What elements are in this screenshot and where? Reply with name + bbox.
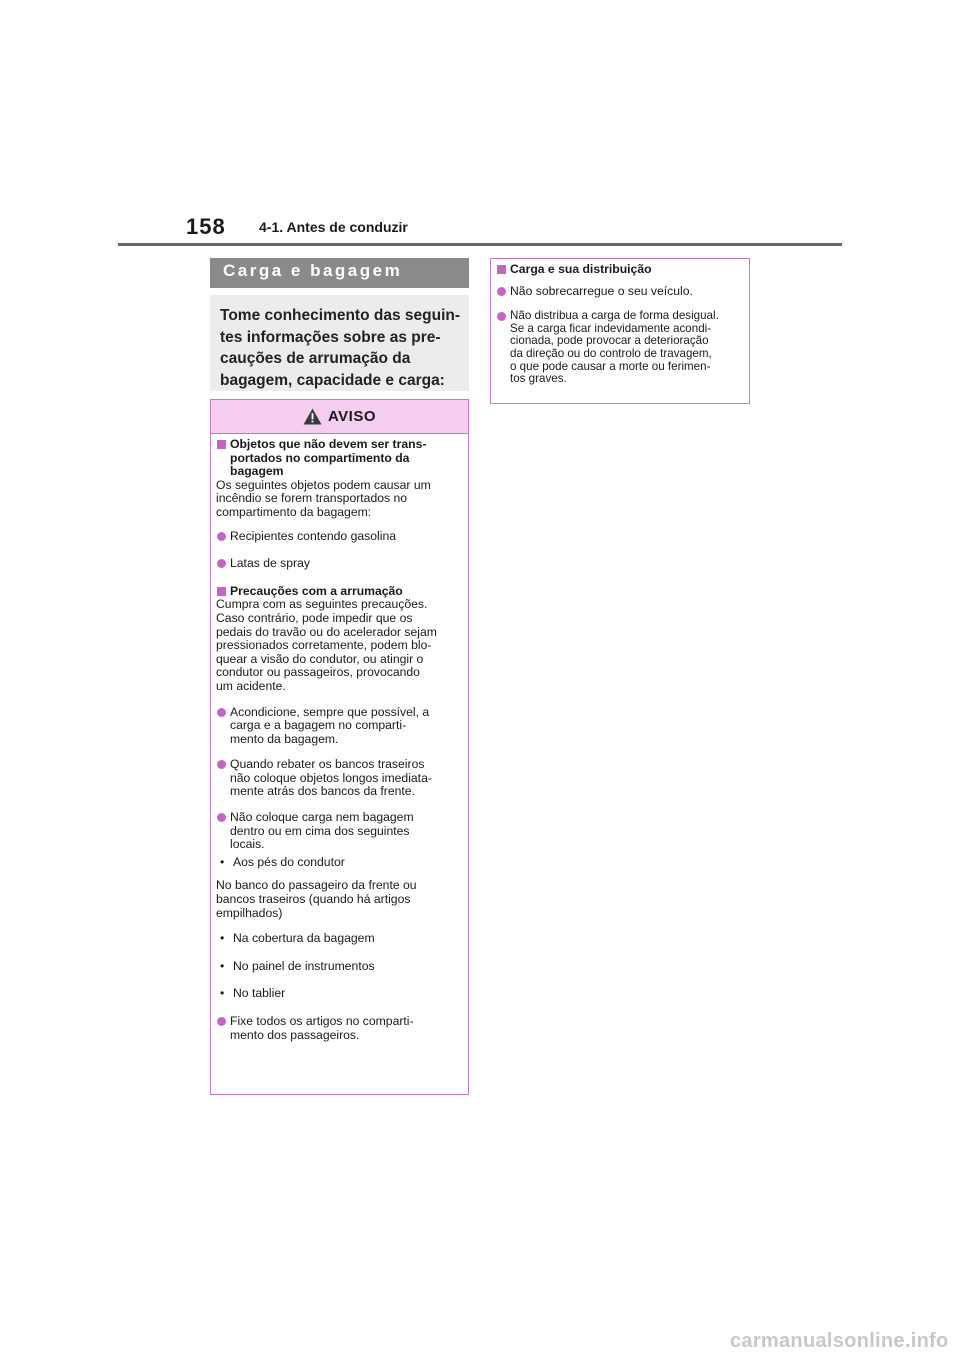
intro-box	[210, 295, 469, 391]
intro-line: Tome conhecimento das seguin-	[220, 307, 461, 324]
bullet-dot-icon	[497, 312, 506, 321]
warning-label: AVISO	[327, 408, 377, 425]
bullet-item: Acondicione, sempre que possível, a carga e a bagagem no comparti- mento da bagagem.	[216, 706, 458, 747]
sub-list-item: • No painel de instrumentos	[220, 958, 375, 973]
intro-line: bagagem, capacidade e carga:	[220, 371, 445, 389]
page-number: 158	[186, 214, 226, 239]
bullet-item: Recipientes contendo gasolina	[216, 530, 458, 544]
bullet-item: Não sobrecarregue o seu veículo.	[496, 285, 741, 299]
bullet-dot-icon	[217, 532, 226, 541]
sub-heading-objects: Objetos que não devem ser trans- portados no compartimento da bagagem	[216, 438, 458, 479]
bullet-dot-icon	[217, 813, 226, 822]
paragraph: Cumpra com as seguintes precauções. Caso contrário, pode impedir que os pedais do travão ou do acelerador sejam pressionados corretamente, podem blo- quear a visão do condutor, ou atingir o condutor ou passageiros, provocando um acidente.	[216, 597, 437, 693]
paragraph: No banco do passageiro da frente ou bancos traseiros (quando há artigos empilhados)	[216, 878, 417, 920]
square-bullet-icon	[497, 265, 506, 274]
bullet-item: Não distribua a carga de forma desigual. Se a carga ficar indevidamente acondi- cionada, pode provocar a deterioração da direção ou do controlo de travagem, o que pode causar a morte ou ferimen- tos graves.	[496, 310, 741, 386]
intro-line: cauções de arrumação da	[220, 350, 411, 367]
square-bullet-icon	[217, 587, 226, 596]
warning-triangle-icon	[303, 408, 322, 425]
bullet-dot-icon	[217, 760, 226, 769]
warning-box	[210, 399, 469, 1095]
bullet-dot-icon	[497, 287, 506, 296]
intro-line: tes informações sobre as pre-	[220, 328, 441, 346]
bullet-item: Fixe todos os artigos no comparti- mento dos passageiros.	[216, 1015, 458, 1042]
sub-heading-precautions: Precauções com a arrumação	[216, 585, 458, 599]
topic-title: Carga e bagagem	[210, 258, 469, 288]
section-title: 4-1. Antes de conduzir	[259, 219, 408, 235]
sub-list-item: • Na cobertura da bagagem	[220, 931, 375, 946]
watermark: carmanualsonline.info	[730, 1330, 949, 1352]
bullet-item: Latas de spray	[216, 557, 458, 571]
sub-list-item: • No tablier	[220, 986, 286, 1001]
sub-heading-load: Carga e sua distribuição	[496, 263, 741, 277]
bullet-dot-icon	[217, 1017, 226, 1026]
load-distribution-box	[490, 258, 750, 404]
bullet-dot-icon	[217, 559, 226, 568]
warning-body	[211, 434, 468, 1042]
bullet-dot-icon	[217, 708, 226, 717]
bullet-item: Quando rebater os bancos traseiros não coloque objetos longos imediata- mente atrás dos bancos da frente.	[216, 758, 458, 799]
square-bullet-icon	[217, 440, 226, 449]
bullet-item: Não coloque carga nem bagagem dentro ou em cima dos seguintes locais.	[216, 811, 458, 852]
sub-list-item: • Aos pés do condutor	[220, 854, 345, 869]
paragraph: Os seguintes objetos podem causar um incêndio se forem transportados no compartimento da bagagem:	[216, 477, 431, 519]
warning-header	[211, 400, 468, 434]
header-rule	[118, 243, 842, 246]
